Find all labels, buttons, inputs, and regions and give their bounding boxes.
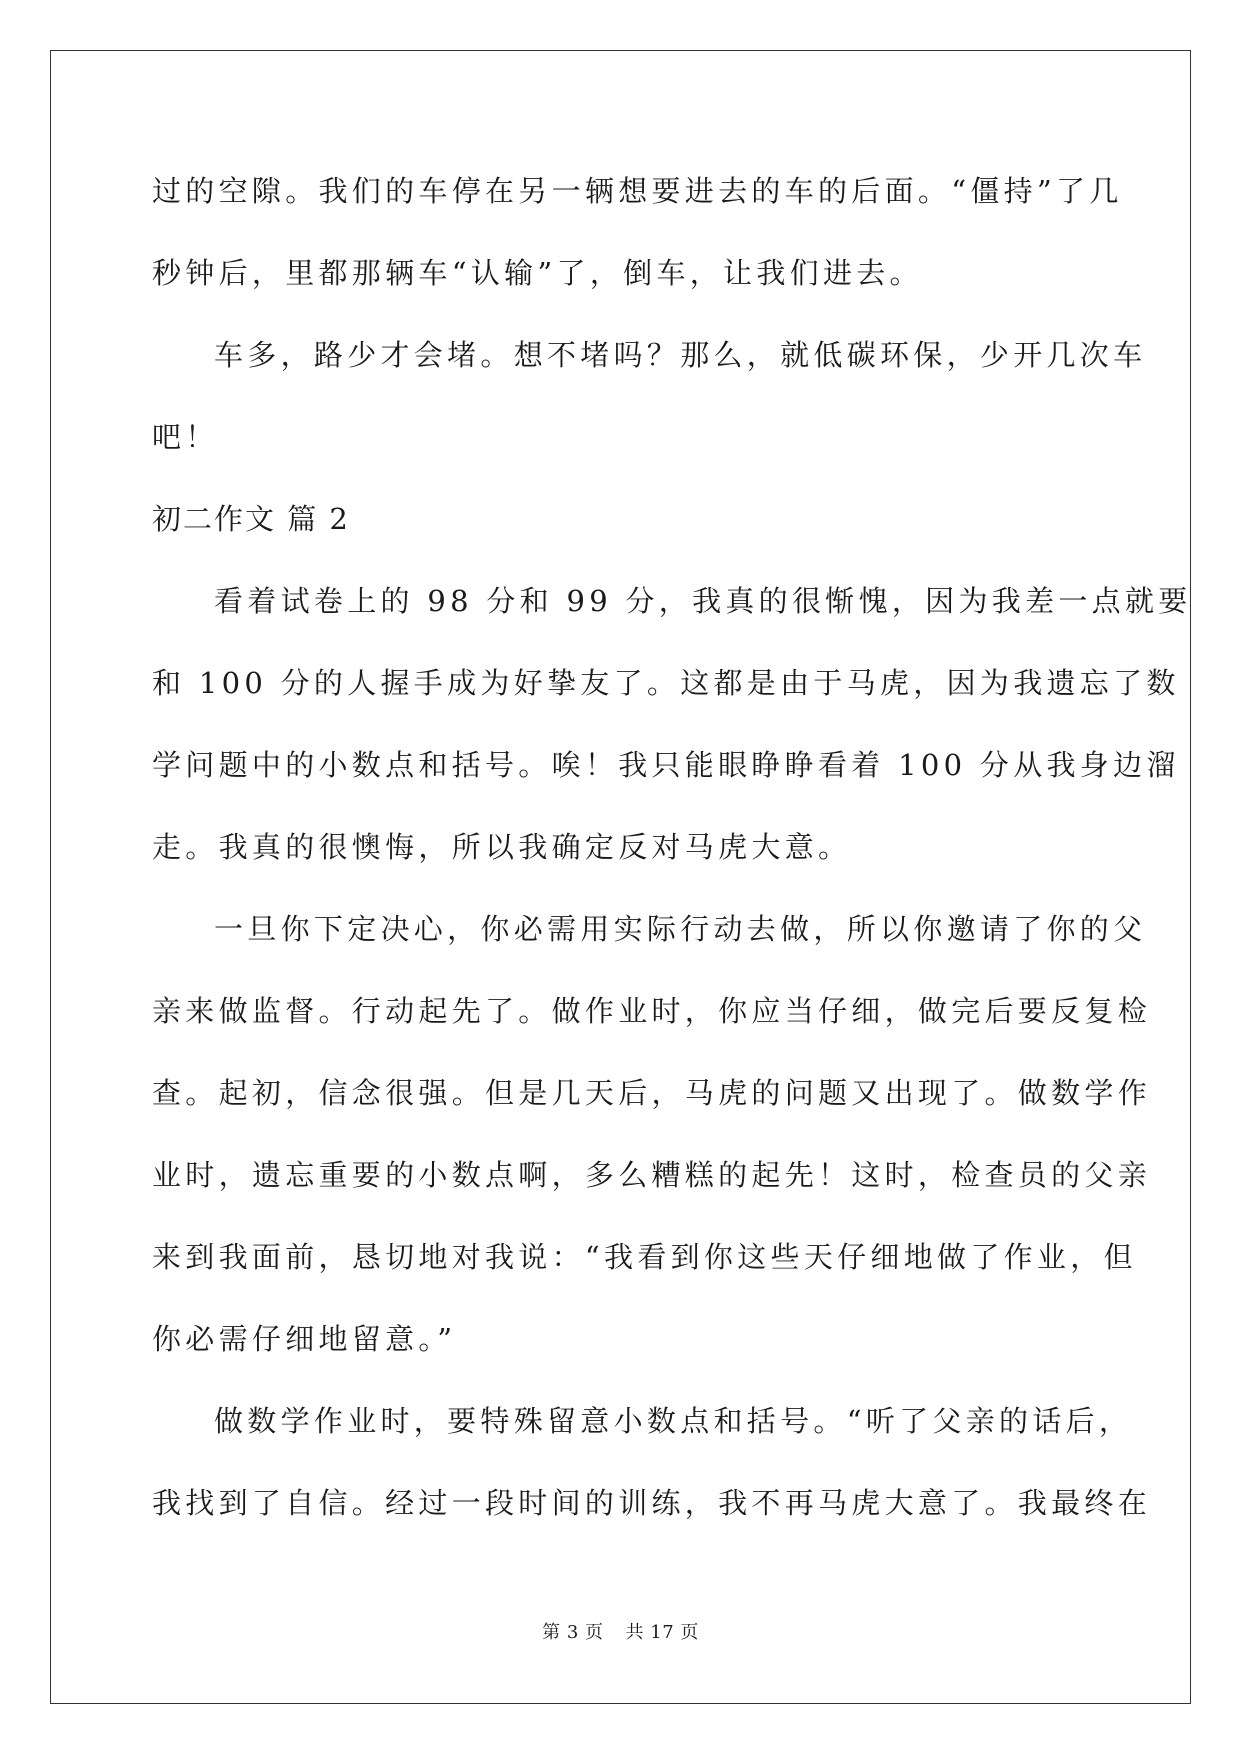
- text-line: 吧！: [152, 420, 219, 454]
- text-line: 学问题中的小数点和括号。唉！我只能眼睁睁看着 100 分从我身边溜: [152, 748, 1180, 782]
- section-heading: 初二作文 篇 2: [152, 502, 350, 536]
- text-line: 亲来做监督。行动起先了。做作业时，你应当仔细，做完后要反复检: [152, 994, 1152, 1028]
- text-line: 你必需仔细地留意。”: [152, 1322, 457, 1356]
- text-line: 过的空隙。我们的车停在另一辆想要进去的车的后面。“僵持”了几: [152, 174, 1123, 208]
- page-number: 第 3 页: [542, 1622, 604, 1643]
- paragraph-start-line: 做数学作业时，要特殊留意小数点和括号。“听了父亲的话后，: [214, 1404, 1133, 1438]
- document-body: [152, 160, 1192, 1554]
- text-line: 查。起初，信念很强。但是几天后，马虎的问题又出现了。做数学作: [152, 1076, 1152, 1110]
- paragraph-start-line: 看着试卷上的 98 分和 99 分，我真的很惭愧，因为我差一点就要: [214, 584, 1192, 618]
- text-line: 业时，遗忘重要的小数点啊，多么糟糕的起先！这时，检查员的父亲: [152, 1158, 1152, 1192]
- paragraph-start-line: 一旦你下定决心，你必需用实际行动去做，所以你邀请了你的父: [214, 912, 1147, 946]
- page-footer: [0, 1618, 1241, 1644]
- text-line: 走。我真的很懊悔，所以我确定反对马虎大意。: [152, 830, 852, 864]
- paragraph-start-line: 车多，路少才会堵。想不堵吗？那么，就低碳环保，少开几次车: [214, 338, 1147, 372]
- text-line: 和 100 分的人握手成为好挚友了。这都是由于马虎，因为我遗忘了数: [152, 666, 1180, 700]
- text-line: 秒钟后，里都那辆车“认输”了，倒车，让我们进去。: [152, 256, 923, 290]
- page-total: 共 17 页: [625, 1622, 699, 1643]
- text-line: 来到我面前，恳切地对我说：“我看到你这些天仔细地做了作业，但: [152, 1240, 1137, 1274]
- text-line: 我找到了自信。经过一段时间的训练，我不再马虎大意了。我最终在: [152, 1486, 1152, 1520]
